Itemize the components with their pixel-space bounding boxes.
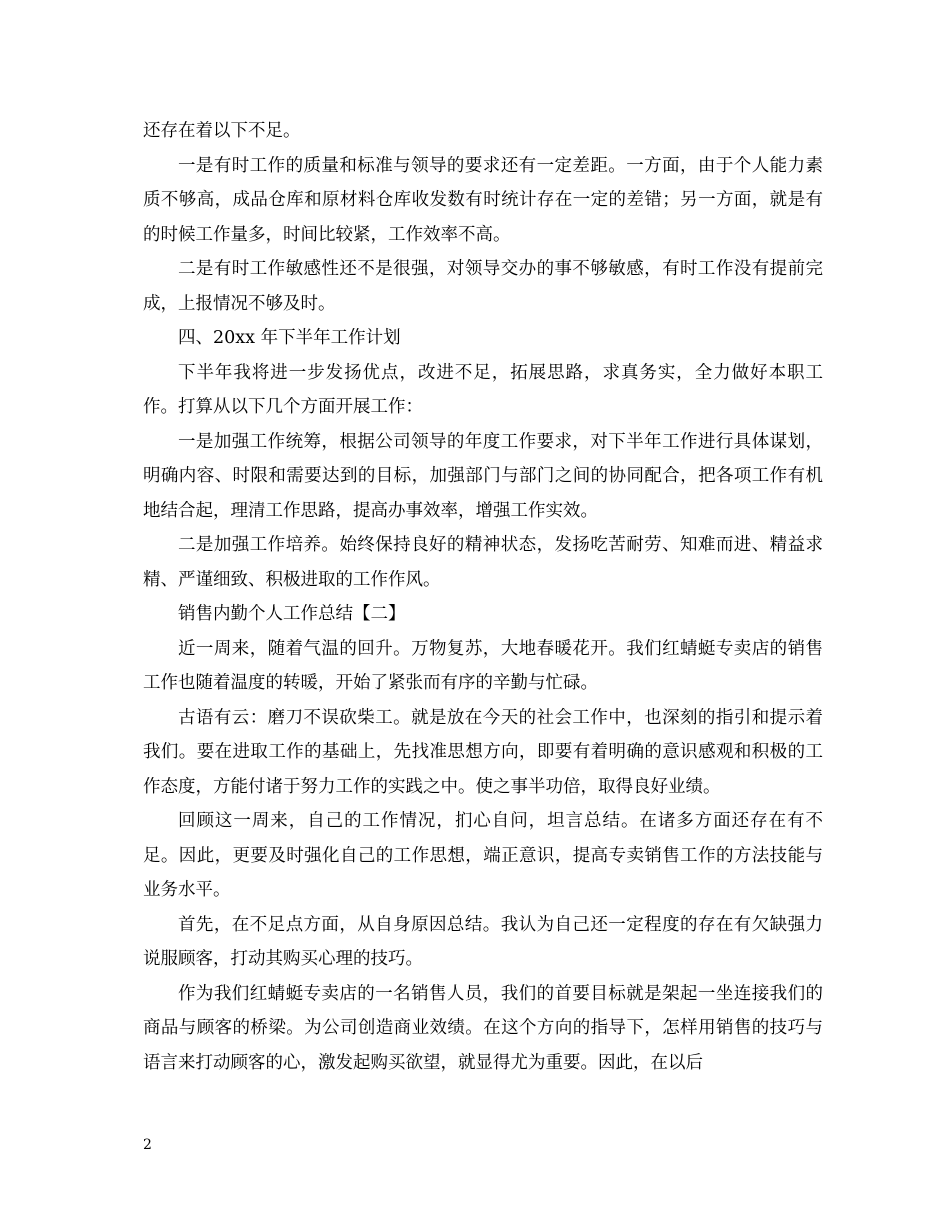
paragraph-2: 一是有时工作的质量和标准与领导的要求还有一定差距。一方面，由于个人能力素质不够高，成品仓库和原材料仓库收发数有时统计存在一定的差错；另一方面，就是有的时候工作量多，时间比较紧，工作效率不高。 [143, 155, 823, 245]
paragraph-3: 二是有时工作敏感性还不是很强，对领导交办的事不够敏感，有时工作没有提前完成，上报情况不够及时。 [143, 259, 823, 314]
paragraph-10: 古语有云：磨刀不误砍柴工。就是放在今天的社会工作中，也深刻的指引和提示着我们。要在进取工作的基础上，先找准思想方向，即要有着明确的意识感观和积极的工作态度，方能付诸于努力工作的实践之中。使之事半功倍，取得良好业绩。 [143, 707, 823, 797]
paragraph-11: 回顾这一周来，自己的工作情况，扪心自问，坦言总结。在诸多方面还存在有不足。因此，更要及时强化自己的工作思想，端正意识，提高专卖销售工作的方法技能与业务水平。 [143, 811, 823, 900]
paragraph-9: 近一周来，随着气温的回升。万物复苏，大地春暖花开。我们红蜻蜓专卖店的销售工作也随着温度的转暖，开始了紧张而有序的辛勤与忙碌。 [143, 638, 823, 693]
paragraph-5: 下半年我将进一步发扬优点，改进不足，拓展思路，求真务实，全力做好本职工作。打算从以下几个方面开展工作： [143, 362, 823, 417]
section-heading-summary-two: 销售内勤个人工作总结【二】 [178, 604, 406, 624]
section-heading-plan: 四、20xx 年下半年工作计划 [178, 328, 401, 348]
body-text [143, 114, 823, 1080]
paragraph-7: 二是加强工作培养。始终保持良好的精神状态，发扬吃苦耐劳、知难而进、精益求精、严谨细致、积极进取的工作作风。 [143, 535, 823, 590]
paragraph-1: 还存在着以下不足。 [143, 121, 301, 141]
paragraph-12: 首先，在不足点方面，从自身原因总结。我认为自己还一定程度的存在有欠缺强力说服顾客，打动其购买心理的技巧。 [143, 914, 823, 969]
paragraph-13: 作为我们红蜻蜓专卖店的一名销售人员，我们的首要目标就是架起一坐连接我们的商品与顾客的桥梁。为公司创造商业效绩。在这个方向的指导下，怎样用销售的技巧与语言来打动顾客的心，激发起购买欲望，就显得尤为重要。因此，在以后 [143, 983, 823, 1073]
paragraph-6: 一是加强工作统筹，根据公司领导的年度工作要求，对下半年工作进行具体谋划，明确内容、时限和需要达到的目标，加强部门与部门之间的协同配合，把各项工作有机地结合起，理清工作思路，提高办事效率，增强工作实效。 [143, 431, 823, 521]
page-number: 2 [143, 1137, 152, 1153]
